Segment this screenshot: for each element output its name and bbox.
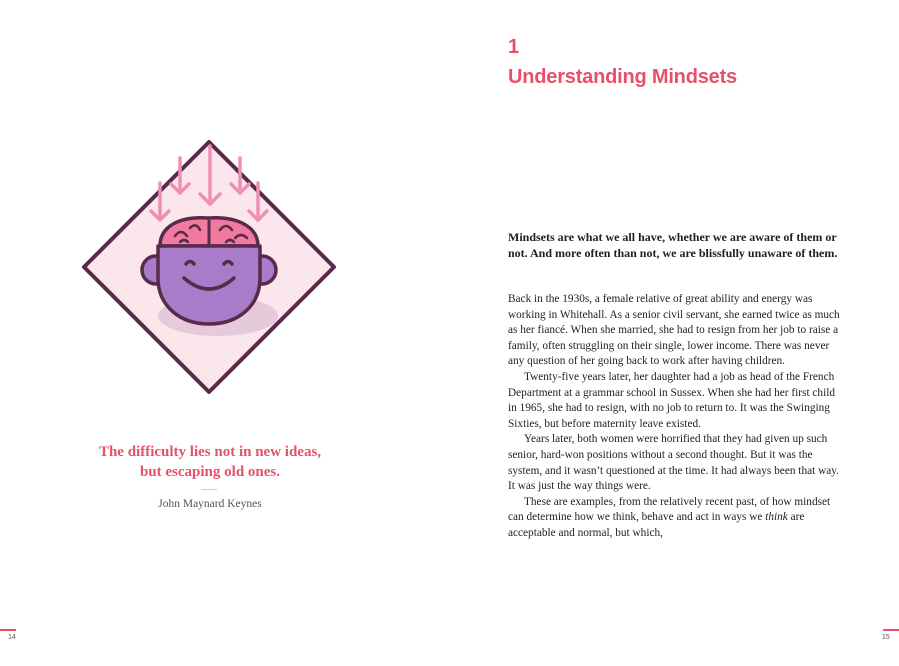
quote-line-1: The difficulty lies not in new ideas, (98, 444, 322, 460)
left-page-number: 14 (8, 634, 16, 641)
paragraph: Back in the 1930s, a female relative of great ability and energy was working in Whitehall. As a senior civil servant, she earned twice as much as her fiancé. When she married, she had to resign from her job to raise a family, often struggling on their single, lower income. There was never any question of her going back to work after having children. (508, 293, 840, 368)
quote-line-2: but escaping old ones. (139, 464, 281, 480)
body-text (508, 292, 840, 542)
lead-paragraph: Mindsets are what we all have, whether we are aware of them or not. And more often than not, we are blissfully unaware of them. (508, 230, 838, 260)
right-page (450, 0, 899, 666)
emphasis-text: think (765, 511, 788, 524)
left-page-marker (0, 629, 16, 631)
paragraph-text: These are examples, from the relatively recent past, of how mindset can determine how we think, behave and act in ways we (508, 495, 831, 524)
right-page-number: 15 (882, 634, 890, 641)
paragraph (508, 495, 840, 542)
chapter-title: Understanding Mindsets (508, 66, 737, 88)
brain-icon (160, 218, 258, 246)
brain-head-illustration (80, 138, 338, 396)
left-page (0, 0, 449, 666)
head-shape (158, 246, 260, 324)
paragraph-text: are acceptable and normal, but which, (508, 511, 805, 539)
right-page-marker (883, 629, 899, 631)
quote-divider (201, 489, 217, 490)
chapter-number: 1 (508, 36, 520, 58)
paragraph: Years later, both women were horrified that they had given up such senior, hard-won positions without a second thought. But it was the system, and it wasn’t questioned at the time. It had always been that way. It was just the way things were. (508, 433, 839, 493)
pull-quote (60, 442, 360, 482)
quote-author: John Maynard Keynes (158, 498, 262, 510)
paragraph: Twenty-five years later, her daughter had a job as head of the French Department at a grammar school in Sussex. When she had her first child in 1965, she had to resign, with no job to return to. It was the Swinging Sixties, but before maternity leave existed. (508, 370, 835, 430)
